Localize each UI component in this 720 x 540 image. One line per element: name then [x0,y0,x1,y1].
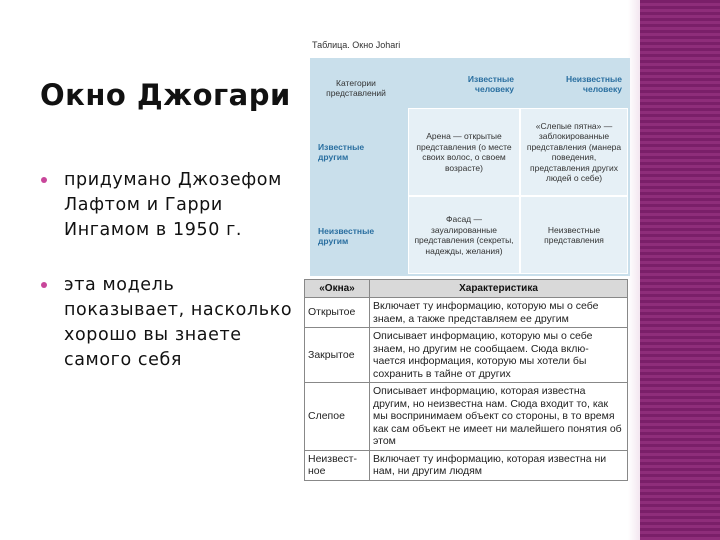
window-description: Описывает информацию, которая известна другим, но неизвестна нам. Сюда входит то, как мы воспринимаем объект со стороны, в то время как сам объект не имеет ни малейшего понятия об этом [370,383,628,451]
window-name: Открытое [305,298,370,328]
column-header: Характеристика [370,280,628,298]
johari-cell-facade: Фасад — зауалированные представления (секреты, надежды, желания) [408,196,520,274]
johari-row-header: Неизвестные другим [318,226,375,246]
johari-cell-unknown: Неизвестные представления [520,196,628,274]
bullet-text: эта модель показывает, насколько хорошо вы знаете самого себя [64,275,293,370]
johari-grid [310,58,630,276]
bullet-item [40,273,295,373]
bullet-item [40,168,295,243]
table-row [305,298,628,328]
johari-caption: Таблица. Окно Johari [312,40,401,50]
johari-col-header: Известные человеку [467,74,514,94]
column-header: «Окна» [305,280,370,298]
bullet-dot-icon [41,177,47,183]
table-row [305,450,628,480]
bullet-text: придумано Джозефом Лафтом и Гарри Ингамом в 1950 г. [64,170,282,240]
table-row [305,383,628,451]
johari-cell-arena: Арена — открытые представления (о месте своих волос, о своем возрасте) [408,108,520,196]
window-name: Закрытое [305,328,370,383]
window-description: Описывает информацию, которую мы о себе знаем, но другим не сообщаем. Сюда вклю- чается информация, которую мы хотели бы сохранить в тайне от других [370,328,628,383]
decorative-side-bar [640,0,720,540]
window-name: Неизвест- ное [305,450,370,480]
johari-window-figure [308,36,630,276]
slide-title: Окно Джогари [40,78,291,112]
window-name: Слепое [305,383,370,451]
johari-corner-label: Категории представлений [326,78,386,98]
table-row [305,328,628,383]
window-description: Включает ту информацию, которая известна ни нам, ни другим людям [370,450,628,480]
johari-row-header: Известные другим [318,142,365,162]
johari-cell-blind-spots: «Слепые пятна» — заблокированные представления (манера поведения, представления других людей о себе) [520,108,628,196]
bullet-dot-icon [41,282,47,288]
bullet-list [40,168,295,403]
window-description: Включает ту информацию, которую мы о себе знаем, а также представляем ее другим [370,298,628,328]
johari-col-header: Неизвестные человеку [565,74,622,94]
table-header-row [305,280,628,298]
windows-table [304,279,628,481]
